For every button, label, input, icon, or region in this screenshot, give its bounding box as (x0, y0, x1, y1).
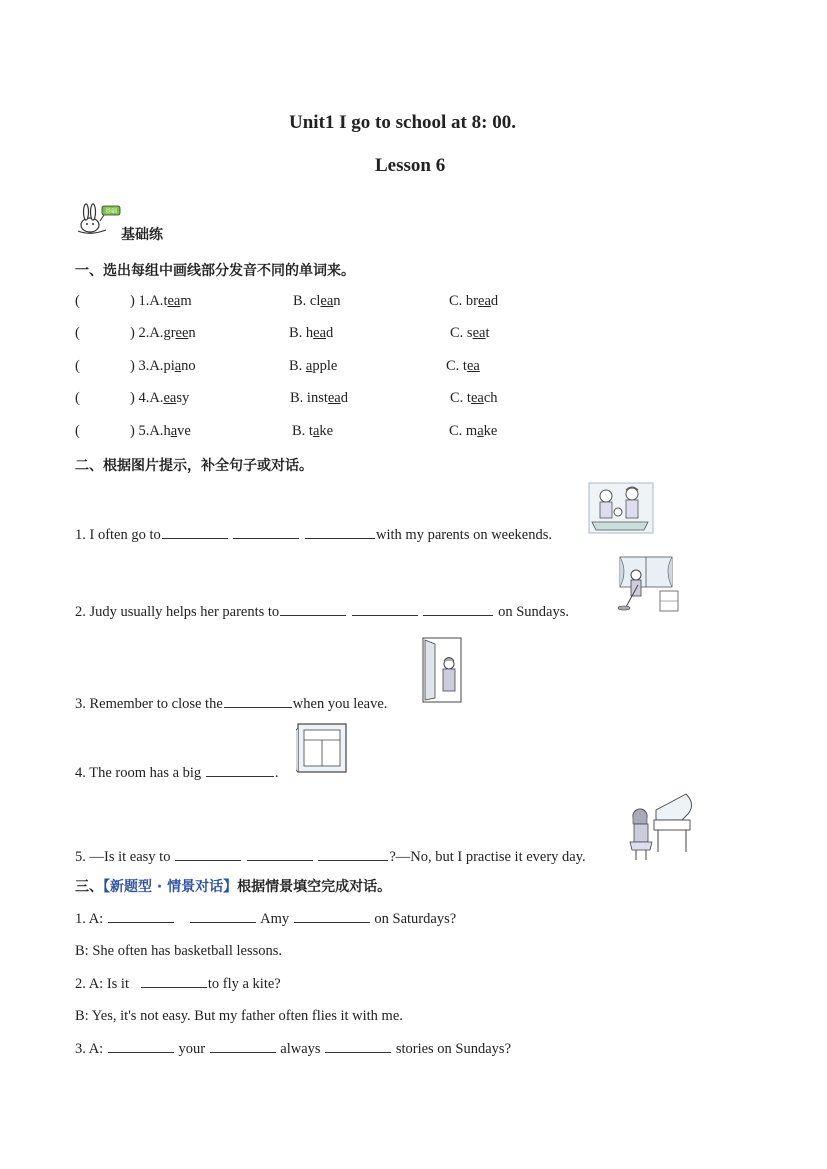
page-title: Unit1 I go to school at 8: 00. (289, 112, 516, 133)
q2-option-b: B. head (289, 325, 334, 341)
cleaning-room-picture (608, 555, 684, 613)
q5-option-b: B. take (292, 423, 334, 439)
badge-text: 基础 (104, 208, 118, 215)
section2-heading: 二、根据图片提示，补全句子或对话。 (75, 458, 313, 474)
s3-q2-b: B: Yes, it's not easy. But my father often flies it with me. (75, 1008, 403, 1024)
q5-option-c: C. make (449, 423, 498, 439)
s2-q4: 4. The room has a big . (75, 765, 279, 781)
new-question-type-tag: 【新题型 · 情景对话】 (103, 879, 238, 895)
s2-q1: 1. I often go to with my parents on weekends. (75, 527, 553, 543)
q3-option-a: ) 3.A.piano (130, 358, 196, 374)
q5-bracket-open: ( (75, 423, 80, 439)
rabbit-mascot-icon (76, 203, 122, 235)
q1-option-a: ) 1.A.team (130, 293, 192, 309)
q3-option-c: C. tea (446, 358, 480, 374)
q1-option-b: B. clean (293, 293, 341, 309)
q1-bracket-open: ( (75, 293, 80, 309)
q5-option-a: ) 5.A.have (130, 423, 191, 439)
q2-option-c: C. seat (450, 325, 490, 341)
q4-option-c: C. teach (450, 390, 498, 406)
q2-bracket-open: ( (75, 325, 80, 341)
window-picture (296, 722, 348, 774)
q4-option-b: B. instead (290, 390, 348, 406)
s2-q3: 3. Remember to close the when you leave. (75, 696, 388, 712)
q1-option-c: C. bread (449, 293, 499, 309)
q3-bracket-open: ( (75, 358, 80, 374)
s2-q5: 5. —Is it easy to ?—No, but I practise it every day. (75, 849, 586, 865)
piano-picture (626, 790, 696, 862)
s3-q3-a: 3. A: your always stories on Sundays? (75, 1041, 511, 1057)
q2-option-a: ) 2.A.green (130, 325, 196, 341)
q3-option-b: B. apple (289, 358, 338, 374)
family-outing-picture (588, 482, 654, 534)
s3-q1-a: 1. A: Amy on Saturdays? (75, 911, 457, 927)
s2-q2: 2. Judy usually helps her parents to on Sundays. (75, 604, 569, 620)
door-picture (421, 636, 465, 704)
section1-heading: 一、选出每组中画线部分发音不同的单词来。 (75, 263, 355, 279)
s3-q2-a: 2. A: Is it to fly a kite? (75, 976, 281, 992)
s3-q1-b: B: She often has basketball lessons. (75, 943, 283, 959)
lesson-title: Lesson 6 (375, 155, 446, 176)
section3-heading: 三、【新题型 · 情景对话】根据情景填空完成对话。 (75, 879, 392, 895)
q4-bracket-open: ( (75, 390, 80, 406)
q4-option-a: ) 4.A.easy (130, 390, 190, 406)
basic-practice-label: 基础练 (121, 227, 163, 243)
